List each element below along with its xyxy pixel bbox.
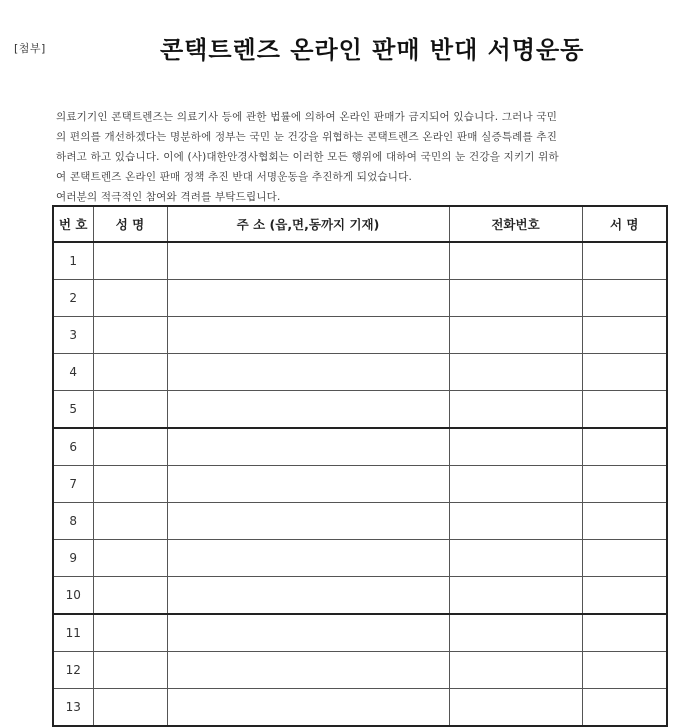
signature-cell[interactable]	[582, 689, 667, 727]
table-header-row	[53, 206, 667, 242]
address-cell[interactable]	[167, 428, 449, 466]
table-row	[53, 280, 667, 317]
intro-line: 의료기기인 콘택트렌즈는 의료기사 등에 관한 법률에 의하여 온라인 판매가 금지되어 있습니다. 그러나 국민	[56, 111, 558, 123]
phone-cell[interactable]	[449, 242, 582, 280]
name-cell[interactable]	[93, 354, 167, 391]
table-row	[53, 428, 667, 466]
name-cell[interactable]	[93, 652, 167, 689]
table-row	[53, 242, 667, 280]
address-cell[interactable]	[167, 503, 449, 540]
signature-cell[interactable]	[582, 540, 667, 577]
table-row	[53, 540, 667, 577]
table-row	[53, 354, 667, 391]
row-number-cell: 1	[53, 242, 93, 280]
phone-cell[interactable]	[449, 354, 582, 391]
name-cell[interactable]	[93, 466, 167, 503]
intro-line: 의 편의를 개선하겠다는 명분하에 정부는 국민 눈 건강을 위협하는 콘택트렌즈 온라인 판매 실증특례를 추진	[56, 131, 558, 143]
address-cell[interactable]	[167, 614, 449, 652]
signature-cell[interactable]	[582, 242, 667, 280]
address-cell[interactable]	[167, 652, 449, 689]
address-cell[interactable]	[167, 577, 449, 615]
name-cell[interactable]	[93, 689, 167, 727]
row-number-cell: 9	[53, 540, 93, 577]
signature-cell[interactable]	[582, 354, 667, 391]
header-signature: 서 명	[582, 206, 667, 242]
signature-cell[interactable]	[582, 317, 667, 354]
name-cell[interactable]	[93, 280, 167, 317]
address-cell[interactable]	[167, 242, 449, 280]
row-number-cell: 2	[53, 280, 93, 317]
row-number-cell: 5	[53, 391, 93, 429]
signature-cell[interactable]	[582, 503, 667, 540]
row-number-cell: 11	[53, 614, 93, 652]
name-cell[interactable]	[93, 540, 167, 577]
phone-cell[interactable]	[449, 428, 582, 466]
name-cell[interactable]	[93, 242, 167, 280]
address-cell[interactable]	[167, 466, 449, 503]
table-row	[53, 466, 667, 503]
row-number-cell: 13	[53, 689, 93, 727]
signature-cell[interactable]	[582, 428, 667, 466]
row-number-cell: 3	[53, 317, 93, 354]
name-cell[interactable]	[93, 391, 167, 429]
intro-line: 여러분의 적극적인 참여와 격려를 부탁드립니다.	[56, 191, 281, 203]
signature-cell[interactable]	[582, 652, 667, 689]
phone-cell[interactable]	[449, 280, 582, 317]
attachment-label: [첨부]	[14, 42, 46, 55]
row-number-cell: 12	[53, 652, 93, 689]
name-cell[interactable]	[93, 577, 167, 615]
row-number-cell: 6	[53, 428, 93, 466]
table-body	[53, 242, 667, 726]
address-cell[interactable]	[167, 391, 449, 429]
intro-line: 하려고 하고 있습니다. 이에 (사)대한안경사협회는 이러한 모든 행위에 대하여 국민의 눈 건강을 지키기 위하	[56, 151, 559, 163]
header-number: 번 호	[53, 206, 93, 242]
signature-cell[interactable]	[582, 280, 667, 317]
address-cell[interactable]	[167, 354, 449, 391]
signature-cell[interactable]	[582, 577, 667, 615]
table-row	[53, 391, 667, 429]
row-number-cell: 7	[53, 466, 93, 503]
name-cell[interactable]	[93, 317, 167, 354]
table-row	[53, 317, 667, 354]
signature-table	[52, 205, 668, 727]
phone-cell[interactable]	[449, 317, 582, 354]
phone-cell[interactable]	[449, 652, 582, 689]
table-row	[53, 652, 667, 689]
phone-cell[interactable]	[449, 466, 582, 503]
row-number-cell: 10	[53, 577, 93, 615]
address-cell[interactable]	[167, 280, 449, 317]
row-number-cell: 4	[53, 354, 93, 391]
phone-cell[interactable]	[449, 540, 582, 577]
table-row	[53, 689, 667, 727]
header-name: 성 명	[93, 206, 167, 242]
header-address: 주 소 (읍,면,동까지 기재)	[167, 206, 449, 242]
page-title: 콘택트렌즈 온라인 판매 반대 서명운동	[160, 36, 585, 64]
name-cell[interactable]	[93, 503, 167, 540]
header-phone: 전화번호	[449, 206, 582, 242]
phone-cell[interactable]	[449, 577, 582, 615]
phone-cell[interactable]	[449, 503, 582, 540]
row-number-cell: 8	[53, 503, 93, 540]
phone-cell[interactable]	[449, 689, 582, 727]
table-row	[53, 503, 667, 540]
name-cell[interactable]	[93, 614, 167, 652]
table-row	[53, 577, 667, 615]
phone-cell[interactable]	[449, 391, 582, 429]
intro-paragraph	[56, 107, 668, 207]
name-cell[interactable]	[93, 428, 167, 466]
address-cell[interactable]	[167, 689, 449, 727]
signature-cell[interactable]	[582, 614, 667, 652]
table-row	[53, 614, 667, 652]
phone-cell[interactable]	[449, 614, 582, 652]
signature-cell[interactable]	[582, 466, 667, 503]
signature-cell[interactable]	[582, 391, 667, 429]
address-cell[interactable]	[167, 540, 449, 577]
intro-line: 여 콘택트렌즈 온라인 판매 정책 추진 반대 서명운동을 추진하게 되었습니다.	[56, 171, 413, 183]
address-cell[interactable]	[167, 317, 449, 354]
